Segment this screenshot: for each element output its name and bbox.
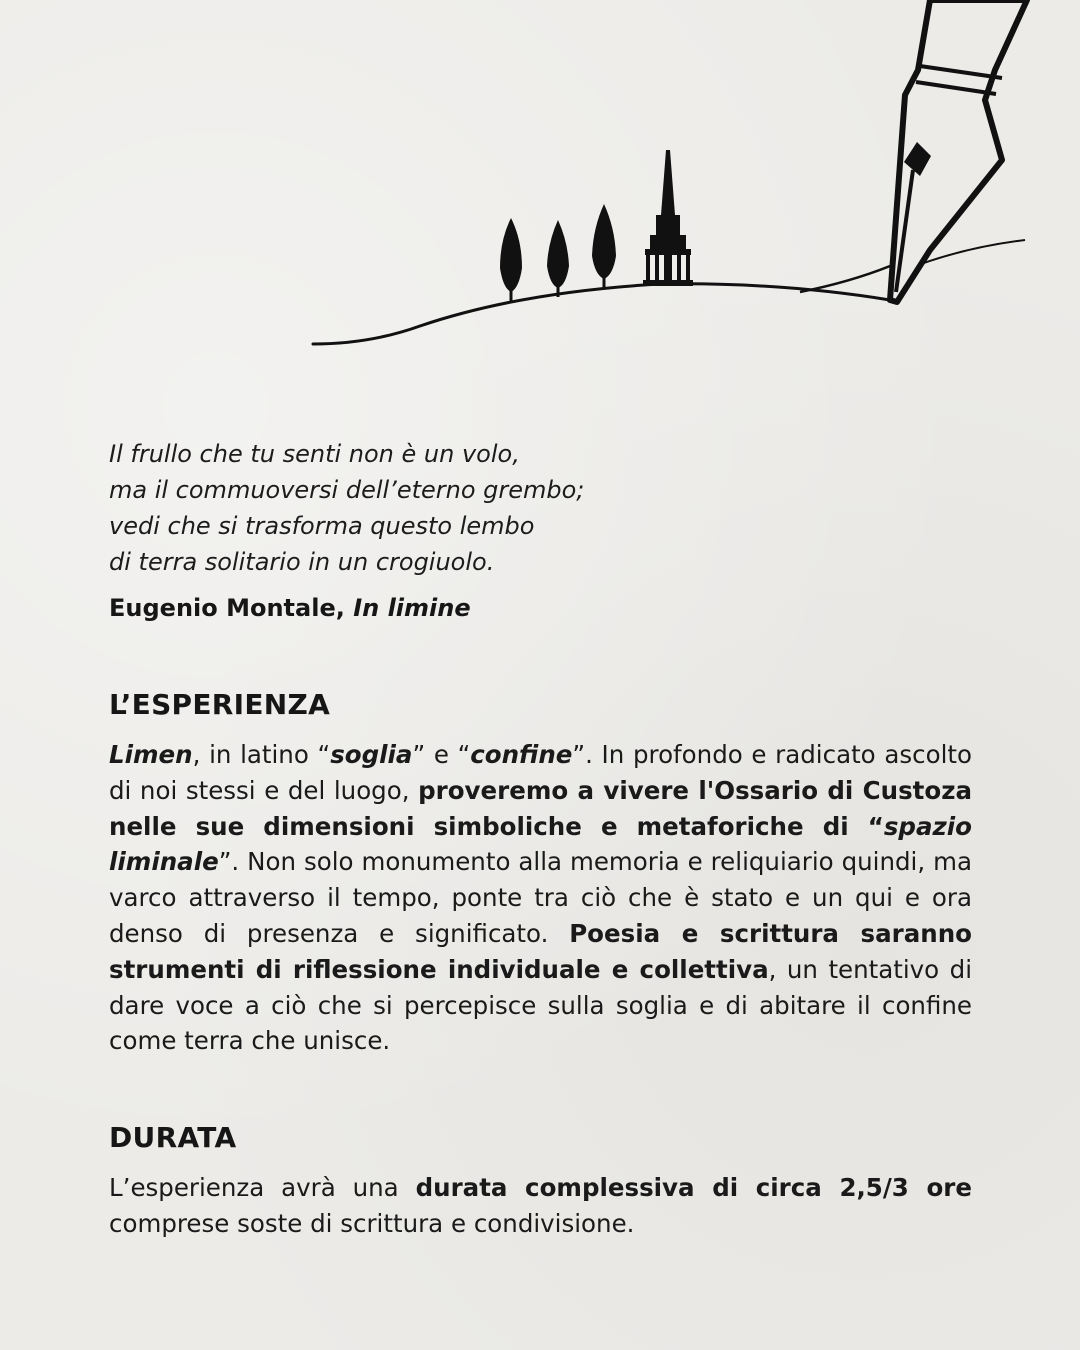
- text-bold: Poesia e scrittura saranno strumenti di riflessione individuale e collettiva: [109, 918, 972, 984]
- section-heading-experience: L’ESPERIENZA: [109, 688, 331, 721]
- fountain-pen-icon: [890, 0, 1027, 302]
- poem-line: Il frullo che tu senti non è un volo,: [109, 440, 520, 468]
- text-run: ” e “: [412, 740, 471, 769]
- text-bold-italic: confine: [470, 740, 573, 769]
- poem-author: Eugenio Montale,: [109, 594, 354, 622]
- landscape-illustration: [0, 0, 1080, 380]
- hill-line: [313, 284, 890, 344]
- ossuary-monument-icon: [643, 150, 693, 286]
- text-run: ”. Non solo monumento alla memoria e reliquiario quindi, ma varco attraverso il tempo, ponte tra ciò che è stato e un qui e ora denso di presenza e significato.: [109, 847, 972, 948]
- cypress-tree-icon: [592, 204, 616, 289]
- text-run: L’esperienza avrà una: [109, 1173, 416, 1202]
- text-run: comprese soste di scrittura e condivisione.: [109, 1208, 635, 1238]
- text-bold: proveremo a vivere l'Ossario di Custoza nelle sue dimensioni simboliche e metaforiche di “: [109, 775, 972, 841]
- experience-paragraph: [109, 737, 972, 1059]
- duration-paragraph: [109, 1170, 972, 1242]
- poem-line: ma il commuoversi dell’eterno grembo;: [109, 476, 585, 504]
- section-heading-duration: DURATA: [109, 1121, 237, 1154]
- poem-line: vedi che si trasforma questo lembo: [109, 512, 535, 540]
- cypress-tree-icon: [500, 218, 522, 302]
- cypress-tree-icon: [547, 220, 569, 297]
- poem-attribution: [109, 594, 471, 622]
- text-bold-italic: spazio liminale: [109, 811, 972, 877]
- text-run: , un tentativo di dare voce a ciò che si percepisce sulla soglia e di abitare il confine come terra che unisce.: [109, 954, 973, 1056]
- poem-work-title: In limine: [353, 594, 471, 622]
- text-bold-italic: soglia: [330, 740, 413, 769]
- text-bold: durata complessiva di circa 2,5/3 ore: [415, 1173, 972, 1202]
- text-run: ”. In profondo e radicato ascolto di noi stessi e del luogo,: [109, 740, 972, 805]
- poem-quote: [109, 436, 972, 580]
- text-bold-italic: Limen: [109, 740, 193, 769]
- ink-stroke: [800, 266, 890, 292]
- text-run: , in latino “: [192, 740, 331, 769]
- poem-line: di terra solitario in un crogiuolo.: [109, 548, 495, 576]
